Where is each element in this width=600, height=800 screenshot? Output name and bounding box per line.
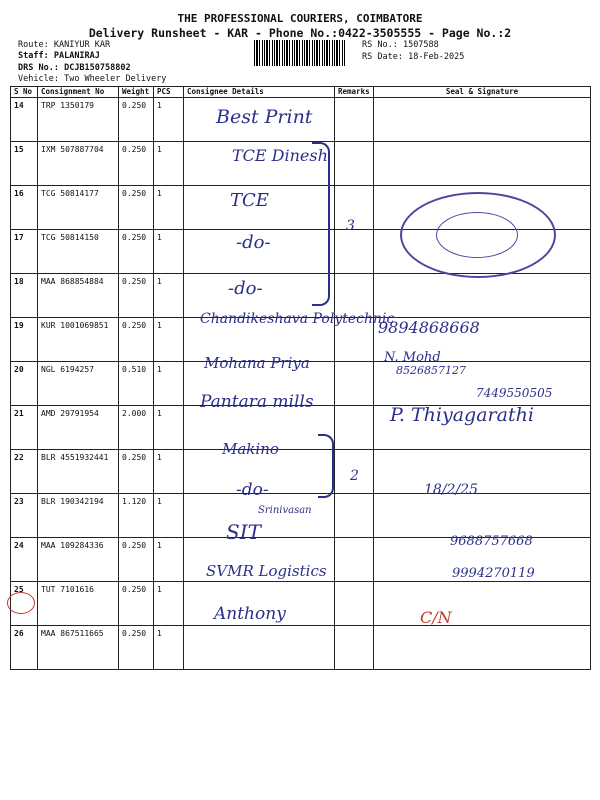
cell-sno: 17 xyxy=(11,230,38,274)
table-row xyxy=(11,582,591,626)
handwriting-row-20-consignee: Mohana Priya xyxy=(204,354,310,372)
route-line xyxy=(18,40,110,50)
cell-consignment-no: KUR 1001069851 xyxy=(38,318,119,362)
drs-label: DRS No.: xyxy=(18,63,59,73)
cell-remarks xyxy=(335,406,374,450)
route-label: Route: xyxy=(18,40,49,50)
cell-pcs: 1 xyxy=(154,274,184,318)
cell-weight: 0.250 xyxy=(119,230,154,274)
cell-pcs: 1 xyxy=(154,186,184,230)
handwriting-row-17-consignee: -do- xyxy=(236,232,271,253)
cell-remarks xyxy=(335,538,374,582)
company-title: THE PROFESSIONAL COURIERS, COIMBATORE xyxy=(177,12,423,25)
vehicle-value: Two Wheeler Delivery xyxy=(64,74,167,84)
cell-weight: 0.250 xyxy=(119,186,154,230)
cell-sno: 20 xyxy=(11,362,38,406)
cell-weight: 1.120 xyxy=(119,494,154,538)
handwriting-row-24-signature: 9688757668 xyxy=(450,534,533,549)
college-seal-stamp xyxy=(400,192,556,278)
cell-weight: 2.000 xyxy=(119,406,154,450)
cell-pcs: 1 xyxy=(154,494,184,538)
staff-label: Staff: xyxy=(18,51,49,61)
cell-remarks xyxy=(335,626,374,670)
cell-consignee-details xyxy=(184,626,335,670)
cell-pcs: 1 xyxy=(154,230,184,274)
handwriting-row-26-remark: C/N xyxy=(420,608,452,627)
cell-consignment-no: BLR 190342194 xyxy=(38,494,119,538)
rs-no-line xyxy=(362,40,439,50)
col-pcs-header: PCS xyxy=(154,87,184,98)
cell-sno: 22 xyxy=(11,450,38,494)
cell-remarks xyxy=(335,494,374,538)
cell-consignment-no: MAA 109284336 xyxy=(38,538,119,582)
handwriting-count-mark-b: 2 xyxy=(350,468,359,484)
cell-pcs: 1 xyxy=(154,318,184,362)
vehicle-label: Vehicle: xyxy=(18,74,59,84)
cell-weight: 0.250 xyxy=(119,626,154,670)
rs-no-value: 1507588 xyxy=(402,40,439,50)
cell-seal-signature xyxy=(374,582,591,626)
cell-sno: 26 xyxy=(11,626,38,670)
cell-pcs: 1 xyxy=(154,450,184,494)
row-26-circle-mark xyxy=(7,592,35,614)
col-weight-header: Weight xyxy=(119,87,154,98)
handwriting-row-23-date: 18/2/25 xyxy=(424,482,478,498)
cell-consignment-no: TCG 50814177 xyxy=(38,186,119,230)
rs-date-value: 18-Feb-2025 xyxy=(408,52,465,62)
cell-pcs: 1 xyxy=(154,406,184,450)
drs-line xyxy=(18,63,131,73)
cell-consignment-no: AMD 29791954 xyxy=(38,406,119,450)
handwriting-row-20-signature: N. Mohd xyxy=(384,350,441,365)
handwriting-row-23-consignee: -do- xyxy=(236,480,269,500)
staff-line xyxy=(18,51,100,61)
cell-weight: 0.250 xyxy=(119,582,154,626)
cell-weight: 0.250 xyxy=(119,98,154,142)
cell-consignment-no: TUT 7101616 xyxy=(38,582,119,626)
bracket-mark-rows-22-23 xyxy=(318,434,334,498)
barcode xyxy=(254,40,346,66)
cell-weight: 0.250 xyxy=(119,274,154,318)
handwriting-row-18-consignee: -do- xyxy=(228,278,263,299)
cell-sno: 16 xyxy=(11,186,38,230)
col-signature-header: Seal & Signature xyxy=(374,87,591,98)
cell-seal-signature xyxy=(374,450,591,494)
handwriting-row-22-consignee: Makino xyxy=(222,440,279,458)
cell-weight: 0.250 xyxy=(119,538,154,582)
cell-remarks xyxy=(335,362,374,406)
cell-pcs: 1 xyxy=(154,538,184,582)
cell-sno: 18 xyxy=(11,274,38,318)
cell-weight: 0.250 xyxy=(119,318,154,362)
cell-weight: 0.510 xyxy=(119,362,154,406)
cell-sno: 15 xyxy=(11,142,38,186)
table-row xyxy=(11,626,591,670)
cell-sno: 24 xyxy=(11,538,38,582)
col-consignee-header: Consignee Details xyxy=(184,87,335,98)
rs-date-line xyxy=(362,52,464,62)
cell-sno: 25 xyxy=(11,582,38,626)
cell-pcs: 1 xyxy=(154,582,184,626)
handwriting-row-15-consignee: TCE Dinesh xyxy=(232,146,328,165)
cell-sno: 14 xyxy=(11,98,38,142)
col-sno-header: S No xyxy=(11,87,38,98)
cell-sno: 19 xyxy=(11,318,38,362)
staff-value: PALANIRAJ xyxy=(53,51,100,61)
cell-seal-signature xyxy=(374,274,591,318)
cell-consignment-no: BLR 4551932441 xyxy=(38,450,119,494)
cell-consignment-no: MAA 867511665 xyxy=(38,626,119,670)
handwriting-row-21-consignee: Pantara mills xyxy=(200,392,314,412)
bracket-mark-rows-15-18 xyxy=(312,142,330,306)
cell-remarks xyxy=(335,582,374,626)
cell-weight: 0.250 xyxy=(119,142,154,186)
cell-pcs: 1 xyxy=(154,362,184,406)
cell-remarks xyxy=(335,98,374,142)
runsheet-subtitle: Delivery Runsheet - KAR - Phone No.:0422-3505555 - Page No.:2 xyxy=(88,26,512,40)
cell-remarks xyxy=(335,230,374,274)
cell-consignment-no: TCG 50814150 xyxy=(38,230,119,274)
cell-consignment-no: NGL 6194257 xyxy=(38,362,119,406)
runsheet-table xyxy=(10,86,591,670)
rs-no-label: RS No.: xyxy=(362,40,398,50)
cell-consignment-no: TRP 1350179 xyxy=(38,98,119,142)
cell-sno: 23 xyxy=(11,494,38,538)
col-consignment-header: Consignment No xyxy=(38,87,119,98)
handwriting-count-mark-a: 3 xyxy=(346,218,355,234)
cell-pcs: 1 xyxy=(154,98,184,142)
handwriting-row-24-consignee: SIT xyxy=(226,520,261,544)
handwriting-row-20-phone: 8526857127 xyxy=(396,364,466,377)
cell-consignment-no: MAA 868854884 xyxy=(38,274,119,318)
table-body xyxy=(11,98,591,670)
cell-seal-signature xyxy=(374,98,591,142)
rs-date-label: RS Date: xyxy=(362,52,403,62)
handwriting-row-16-consignee: TCE xyxy=(230,190,269,211)
col-remarks-header: Remarks xyxy=(335,87,374,98)
cell-pcs: 1 xyxy=(154,626,184,670)
table-row xyxy=(11,450,591,494)
handwriting-row-19-signature: 9894868668 xyxy=(378,318,480,337)
table-header-row xyxy=(11,87,591,98)
route-value: KANIYUR KAR xyxy=(53,40,111,50)
handwriting-row-25-consignee: SVMR Logistics xyxy=(206,562,327,580)
cell-weight: 0.250 xyxy=(119,450,154,494)
cell-consignment-no: IXM 507887704 xyxy=(38,142,119,186)
cell-pcs: 1 xyxy=(154,142,184,186)
cell-seal-signature xyxy=(374,142,591,186)
cell-sno: 21 xyxy=(11,406,38,450)
vehicle-line xyxy=(18,74,166,84)
handwriting-row-19-consignee: Chandikeshava Polytechnic xyxy=(200,311,395,327)
cell-remarks xyxy=(335,142,374,186)
handwriting-row-21-signature: P. Thiyagarathi xyxy=(390,404,534,426)
handwriting-row-24-note: Srinivasan xyxy=(258,505,312,516)
handwriting-row-14-consignee: Best Print xyxy=(216,106,313,128)
handwriting-row-26-consignee: Anthony xyxy=(214,604,286,624)
handwriting-row-25-signature: 9994270119 xyxy=(452,566,535,581)
drs-value: DCJB150758802 xyxy=(64,63,131,73)
handwriting-row-21-phone: 7449550505 xyxy=(476,386,553,400)
cell-seal-signature xyxy=(374,494,591,538)
cell-seal-signature xyxy=(374,626,591,670)
